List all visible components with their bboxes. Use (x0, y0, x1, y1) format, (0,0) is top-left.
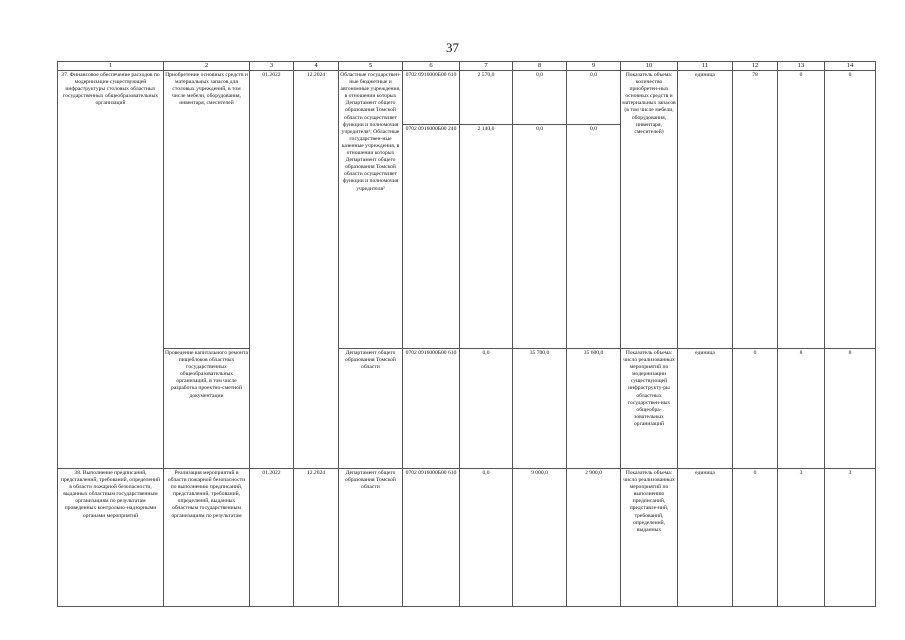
end-date-cell: 12.2024 (294, 71, 339, 469)
column-header: 1 (58, 62, 164, 71)
value-2024-cell: 8 (825, 349, 876, 469)
budget-code-line-1: 0702 0916000Б00 610 (403, 71, 459, 125)
amount-2024-cell: 2 900,0 (567, 469, 621, 607)
budget-code-line-2: 0702 0916000Б00 240 (405, 126, 457, 132)
header-row (58, 62, 876, 71)
column-header: 5 (339, 62, 403, 71)
indicator-cell: Показатель объема: количество приобретен-ных основных средств и материальных запасов (в том числе мебели, оборудования, инвентаря, смесителей) (621, 71, 678, 349)
measure-name-cell: 38. Выполнение предписаний, представлений, требований, определений в области пожарной безопасности, выданных областным государственным организациям по результатам проведенных контрольно-надзорными органами мероприятий (58, 469, 164, 607)
value-2024-cell: 0 (825, 71, 876, 349)
program-activities-table (57, 61, 876, 607)
column-header: 13 (778, 62, 825, 71)
budget-code-cell: 0702 0916000Б00 610 (403, 469, 460, 607)
column-header: 10 (621, 62, 678, 71)
column-header: 6 (403, 62, 460, 71)
amount-2024-line-2: 0,0 (590, 126, 597, 132)
activity-name-cell: Приобретение основных средств и материальных запасов для столовых учреждений, в том числе мебели, оборудования, инвентаря, смесителей (164, 71, 250, 349)
column-header: 14 (825, 62, 876, 71)
amount-2024-cell: 35 600,0 (567, 349, 621, 469)
amount-2023-cell: 9 000,0 (513, 469, 567, 607)
table-row (58, 349, 876, 469)
column-header: 11 (678, 62, 733, 71)
amount-2022-cell (460, 71, 513, 349)
value-2022-cell: 78 (733, 71, 778, 349)
value-2022-cell: 0 (733, 469, 778, 607)
amount-2022-cell: 0,0 (460, 349, 513, 469)
page-number: 37 (446, 40, 459, 55)
indicator-cell: Показатель объема: число реализованных мероприятий по выполнению предписаний, представле-ний, требований, определений, выданных (621, 469, 678, 607)
budget-code-cell: 0702 0916000Б00 610 (403, 349, 460, 469)
measure-name-cell: 37. Финансовое обеспечение расходов по модернизации существующей инфраструктуры столовых областных государственных общеобразовательных организаций (58, 71, 164, 469)
amount-2024-line-1: 0,0 (567, 71, 620, 125)
value-2023-cell: 3 (778, 469, 825, 607)
activity-name-cell: Реализация мероприятий в области пожарной безопасности по выполнению предписаний, представлений, требований, определений, выданных областным государственным организациям по результатам (164, 469, 250, 607)
amount-2023-line-2: 0,0 (536, 126, 543, 132)
amount-2023-cell (513, 71, 567, 349)
activity-name-cell: Проведение капитального ремонта пищеблоков областных государственных общеобразовательных организаций, в том числе разработка проектно-сметной документации (164, 349, 250, 469)
start-date-cell: 01.2022 (250, 469, 294, 607)
column-header: 2 (164, 62, 250, 71)
executor-cell: Областные государствен-ные бюджетные и автономные учреждения, в отношении которых Департамент общего образования Томской области осуществляет функции и полномочия учредителя¹; Областные государствен-ные казенные учреждения, в отношении которых Департамент общего образования Томской области осуществляет функции и полномочия учредителя² (339, 71, 403, 349)
amount-2023-line-1: 0,0 (513, 71, 566, 125)
table-row (58, 71, 876, 349)
start-date-cell: 01.2022 (250, 71, 294, 469)
column-header: 12 (733, 62, 778, 71)
amount-2022-line-2: 2 140,0 (477, 126, 495, 132)
column-header: 4 (294, 62, 339, 71)
amount-2024-cell (567, 71, 621, 349)
value-2023-cell: 8 (778, 349, 825, 469)
unit-cell: единица (678, 469, 733, 607)
value-2023-cell: 0 (778, 71, 825, 349)
amount-2022-line-1: 2 570,0 (460, 71, 512, 125)
table-row (58, 469, 876, 607)
column-header: 9 (567, 62, 621, 71)
column-header: 3 (250, 62, 294, 71)
end-date-cell: 12.2024 (294, 469, 339, 607)
unit-cell: единица (678, 349, 733, 469)
unit-cell: единица (678, 71, 733, 349)
amount-2023-cell: 35 700,0 (513, 349, 567, 469)
executor-cell: Департамент общего образования Томской области (339, 469, 403, 607)
value-2022-cell: 0 (733, 349, 778, 469)
amount-2022-cell: 0,0 (460, 469, 513, 607)
column-header: 7 (460, 62, 513, 71)
indicator-cell: Показатель объема: число реализованных мероприятий по модернизации существующей инфраструкту-ры областных государствен-ных общеобра-зовательных организаций (621, 349, 678, 469)
budget-code-cell (403, 71, 460, 349)
column-header: 8 (513, 62, 567, 71)
value-2024-cell: 3 (825, 469, 876, 607)
executor-cell: Департамент общего образования Томской области (339, 349, 403, 469)
